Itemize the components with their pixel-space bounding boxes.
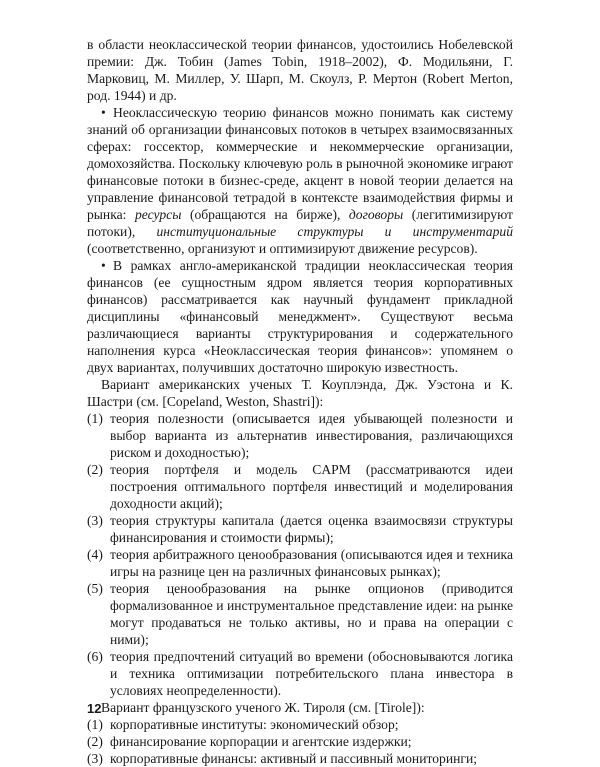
bullet-text: В рамках англо-американской традиции неоклассическая теория финансов (ее сущностным ядром является теория корпоративных финансов) рассматривается как научный фундамент прикладной дисциплины «финансовый менеджмент». Существуют весьма различающиеся варианты структурирования и содержательного наполнения курса «Неоклассическая теория финансов»: упомянем о двух вариантах, получивших достаточно широкую известность. — [87, 258, 513, 375]
bullet-text-part: (обращаются на бирже), — [181, 207, 349, 222]
list-item-number: (3) — [87, 751, 103, 766]
list-item — [87, 546, 513, 580]
term-contracts: договоры — [348, 207, 404, 222]
bullet-paragraph-anglo-american — [87, 257, 513, 376]
list-item-number: (2) — [87, 462, 103, 477]
paragraph-tirole-variant: Вариант французского ученого Ж. Тироля (см. [Tirole]): — [101, 700, 425, 715]
page-number: 12 — [87, 701, 102, 716]
list-item-text: теория ценообразования на рынке опционов (приводится формализованное и инструментальное представление идеи: на рынке могут продаваться не только активы, но и права на операции с ними); — [110, 581, 513, 647]
list-item — [87, 410, 513, 461]
list-item-text: теория предпочтений ситуаций во времени (обосновываются логика и техника оптимизации потребительского плана инвестора в условиях неопределенности). — [110, 649, 513, 698]
list-item-text: теория портфеля и модель CAPM (рассматриваются идеи построения оптимального портфеля инвестиций и моделирования доходности акций); — [110, 462, 513, 511]
term-resources: ресурсы — [134, 207, 182, 222]
list-item-number: (1) — [87, 717, 103, 732]
bullet-paragraph-neoclassical — [87, 104, 513, 257]
list-item-text: теория структуры капитала (дается оценка взаимосвязи структуры финансирования и стоимости фирмы); — [110, 513, 513, 545]
list-item-number: (5) — [87, 581, 103, 596]
list-item-text: теория арбитражного ценообразования (описываются идея и техника игры на разнице цен на различных финансовых рынках); — [110, 547, 513, 579]
list-item — [87, 733, 513, 750]
list-item-number: (3) — [87, 513, 103, 528]
list-copeland-theories — [87, 410, 513, 699]
bullet-text-part: (соответственно, организуют и оптимизируют движение ресурсов). — [87, 241, 478, 256]
list-item — [87, 461, 513, 512]
bullet-icon: • — [101, 258, 106, 273]
list-item-text: корпоративные институты: экономический обзор; — [110, 717, 399, 732]
list-item — [87, 750, 513, 767]
list-item-text: финансирование корпорации и агентские издержки; — [110, 734, 412, 749]
list-item-number: (1) — [87, 411, 103, 426]
list-item-text: теория полезности (описывается идея убывающей полезности и выбор варианта из альтернатив инвестирования, различающихся риском и доходностью); — [110, 411, 513, 460]
list-item-number: (6) — [87, 649, 103, 664]
bullet-icon: • — [101, 105, 106, 120]
list-tirole-topics — [87, 716, 513, 767]
term-institutional-structures: институциональные структуры и инструментарий — [156, 224, 513, 239]
list-item — [87, 716, 513, 733]
bullet-text-part: Неоклассическую теорию финансов можно понимать как систему знаний об организации финансовых потоков в четырех взаимосвязанных сферах: госсектор, коммерческие и некоммерческие организации, домохозяйства. Поскольку ключевую роль в рыночной экономике играют финансовые потоки в бизнес-среде, акцент в новой теории делается на управление финансовой тетрадой в контексте взаимодействия фирмы и рынка: — [87, 105, 513, 222]
list-item — [87, 512, 513, 546]
paragraph-nobel: в области неоклассической теории финансов, удостоились Нобелевской премии: Дж. Тобин (James Tobin, 1918–2002), Ф. Модильяни, Г. Марковиц, М. Миллер, У. Шарп, М. Скоулз, Р. Мертон (Robert Merton, род. 1944) и др. — [87, 37, 513, 103]
list-item-text: корпоративные финансы: активный и пассивный мониторинги; — [110, 751, 478, 766]
page-text — [87, 36, 513, 767]
bullet-text-part: (легитимизируют потоки), — [87, 207, 513, 239]
list-item — [87, 580, 513, 648]
list-item-number: (2) — [87, 734, 103, 749]
list-item-number: (4) — [87, 547, 103, 562]
paragraph-copeland-variant: Вариант американских ученых Т. Коуплэнда, Дж. Уэстона и К. Шастри (см. [Copeland, Weston, Shastri]): — [87, 377, 513, 409]
list-item — [87, 648, 513, 699]
